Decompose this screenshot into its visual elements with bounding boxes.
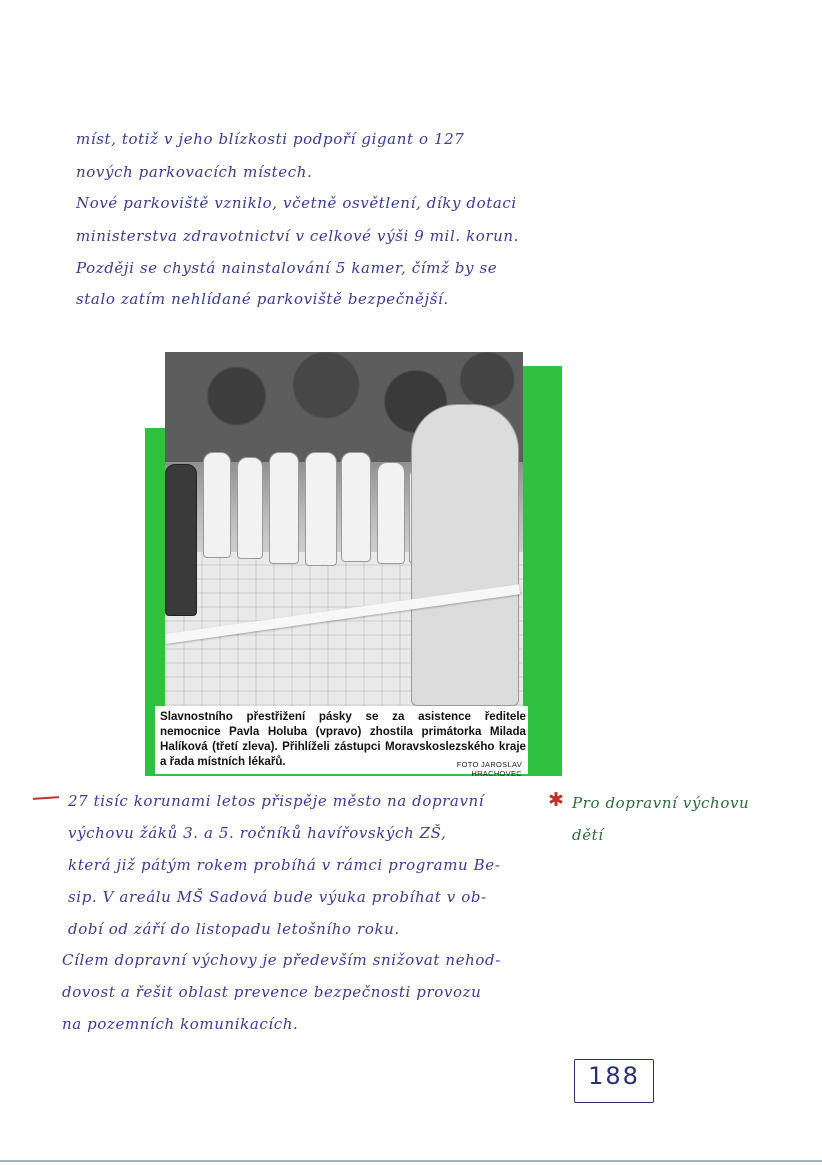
photo-person (203, 452, 231, 558)
photo-credit: FOTO JAROSLAV HRACHOVEC (456, 760, 522, 778)
photo-person (237, 457, 263, 559)
handwritten-line-2: nových parkovacích místech. (76, 163, 313, 181)
photo-caption: Slavnostního přestřižení pásky se za asistence ředitele nemocnice Pavla Holuba (vpravo) zhostila primátorka Milada Halíková (třetí zleva). Přihlíželi zástupci Moravskoslezského kraje a řada místních lékařů. (160, 710, 526, 768)
handwritten-line-6: stalo zatím nehlídané parkoviště bezpečnější. (76, 290, 449, 308)
red-dash-marker (33, 796, 59, 800)
margin-star-marker: ✱ (548, 789, 565, 811)
photo-director-holub (411, 404, 519, 706)
handwritten-line-1: míst, totiž v jeho blízkosti podpoří gigant o 127 (76, 130, 465, 148)
photo-person (377, 462, 405, 564)
newspaper-photo (165, 352, 523, 706)
margin-note-line-1: Pro dopravní výchovu (572, 794, 750, 812)
handwritten-line-3: Nové parkoviště vzniklo, včetně osvětlení, díky dotaci (76, 194, 517, 212)
handwritten-bottom-line-4: sip. V areálu MŠ Sadová bude výuka probíhat v ob- (68, 888, 487, 906)
photo-person-left (165, 464, 197, 616)
photo-person (341, 452, 371, 562)
handwritten-line-5: Později se chystá nainstalování 5 kamer, čímž by se (76, 259, 498, 277)
handwritten-bottom-line-1: 27 tisíc korunami letos přispěje město na dopravní (68, 792, 485, 810)
photo-person (305, 452, 337, 566)
handwritten-bottom-line-3: která již pátým rokem probíhá v rámci programu Be- (68, 856, 501, 874)
scan-edge-line (0, 1160, 822, 1162)
handwritten-bottom-line-6: Cílem dopravní výchovy je především snižovat nehod- (62, 951, 501, 969)
margin-note-line-2: dětí (572, 826, 604, 844)
photo-person (269, 452, 299, 564)
handwritten-bottom-line-7: dovost a řešit oblast prevence bezpečnosti provozu (62, 983, 482, 1001)
handwritten-line-4: ministerstva zdravotnictví v celkové výši 9 mil. korun. (76, 227, 520, 245)
handwritten-bottom-line-5: dobí od září do listopadu letošního roku. (68, 920, 400, 938)
handwritten-bottom-line-8: na pozemních komunikacích. (62, 1015, 299, 1033)
page-number: 188 (588, 1062, 640, 1090)
handwritten-bottom-line-2: výchovu žáků 3. a 5. ročníků havířovských ZŠ, (68, 824, 447, 842)
